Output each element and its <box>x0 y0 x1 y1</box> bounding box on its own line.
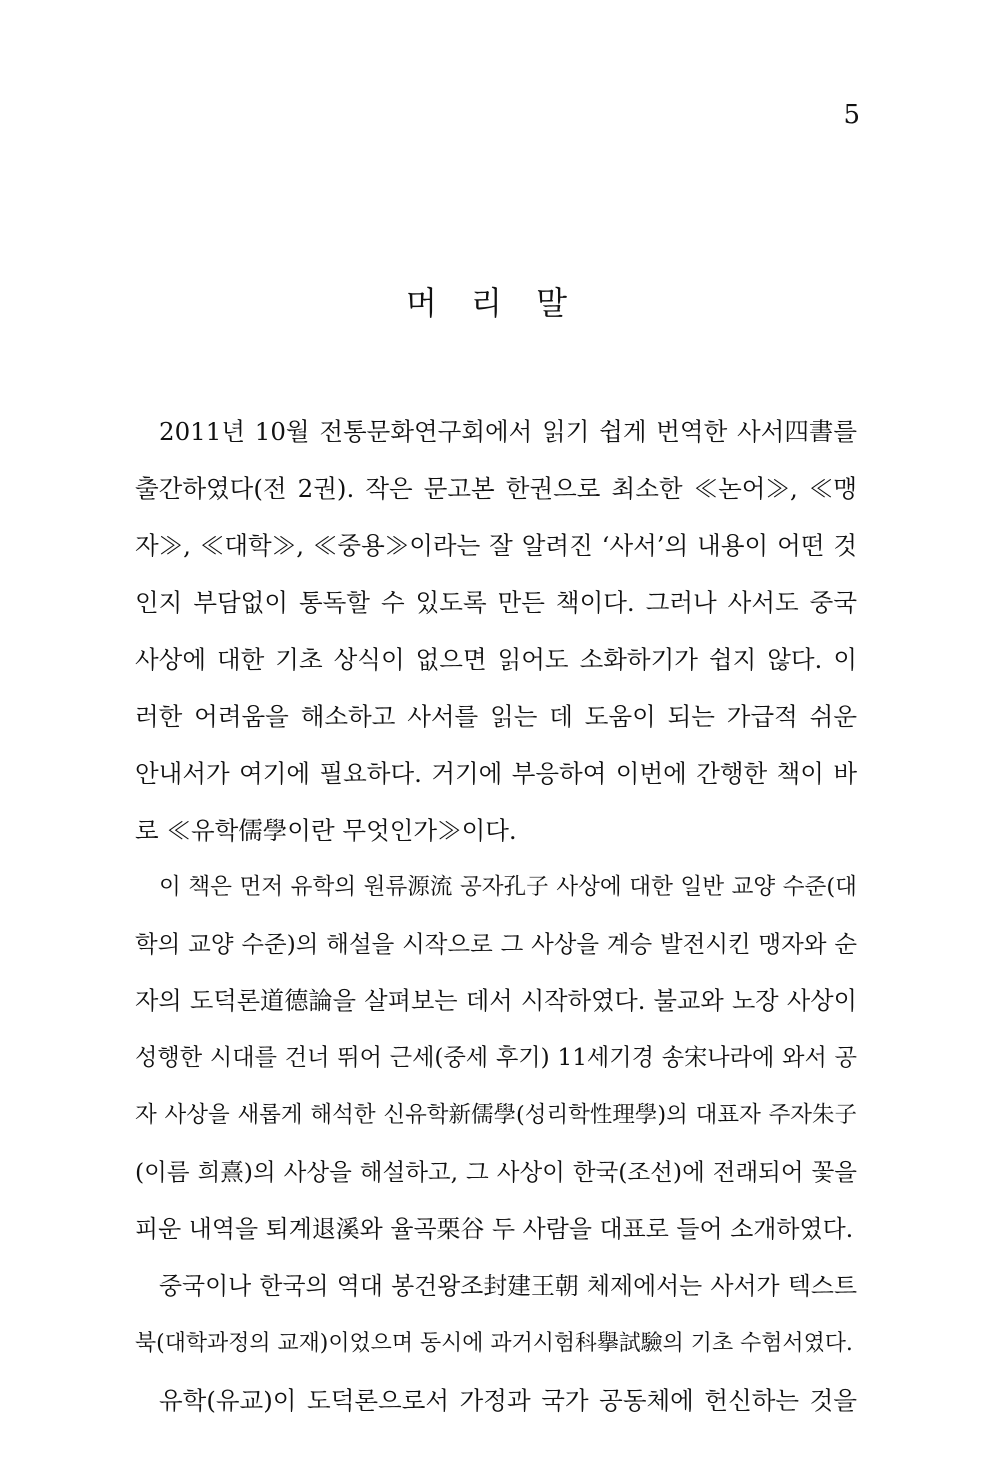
text-line <box>135 859 857 916</box>
line-text: 로 ≪유학儒學이란 무엇인가≫이다. <box>135 816 517 845</box>
text-line <box>135 916 857 973</box>
page-number: 5 <box>843 100 860 130</box>
text-line <box>135 802 857 859</box>
text-line <box>135 574 857 631</box>
line-text: 인지 부담없이 통독할 수 있도록 만든 책이다. 그러나 사서도 중국 <box>135 588 857 617</box>
line-text: 피운 내역을 퇴계退溪와 율곡栗谷 두 사람을 대표로 들어 소개하였다. <box>135 1215 854 1243</box>
text-line <box>135 517 857 574</box>
line-text: 러한 어려움을 해소하고 사서를 읽는 데 도움이 되는 가급적 쉬운 <box>135 702 857 731</box>
text-line <box>135 745 857 802</box>
text-line <box>135 460 857 517</box>
line-text: 이 책은 먼저 유학의 원류源流 공자孔子 사상에 대한 일반 교양 수준(대 <box>159 874 857 900</box>
text-line <box>135 1201 857 1258</box>
text-line <box>135 1030 857 1087</box>
line-text: 자 사상을 새롭게 해석한 신유학新儒學(성리학性理學)의 대표자 주자朱子 <box>135 1102 857 1128</box>
text-line <box>135 973 857 1030</box>
text-line <box>135 1087 857 1144</box>
page-title: 머 리 말 <box>405 284 580 322</box>
line-text: 북(대학과정의 교재)이었으며 동시에 과거시험科擧試驗의 기초 수험서였다. <box>135 1331 853 1356</box>
line-text: 유학(유교)이 도덕론으로서 가정과 국가 공동체에 헌신하는 것을 <box>159 1386 857 1415</box>
line-text: 사상에 대한 기초 상식이 없으면 읽어도 소화하기가 쉽지 않다. 이 <box>135 645 857 674</box>
text-line <box>135 1315 857 1372</box>
line-text: 자≫, ≪대학≫, ≪중용≫이라는 잘 알려진 ‘사서’의 내용이 어떤 것 <box>135 531 857 560</box>
body-text <box>135 403 857 1429</box>
text-line <box>135 403 857 460</box>
text-line <box>135 1372 857 1429</box>
text-line <box>135 688 857 745</box>
text-line <box>135 631 857 688</box>
line-text: 자의 도덕론道德論을 살펴보는 데서 시작하였다. 불교와 노장 사상이 <box>135 987 857 1015</box>
line-text: 안내서가 여기에 필요하다. 거기에 부응하여 이번에 간행한 책이 바 <box>135 759 857 788</box>
text-line <box>135 1258 857 1315</box>
line-text: (이름 희熹)의 사상을 해설하고, 그 사상이 한국(조선)에 전래되어 꽃을 <box>135 1158 857 1186</box>
line-text: 중국이나 한국의 역대 봉건왕조封建王朝 체제에서는 사서가 텍스트 <box>159 1272 857 1300</box>
line-text: 학의 교양 수준)의 해설을 시작으로 그 사상을 계승 발전시킨 맹자와 순 <box>135 930 857 958</box>
line-text: 출간하였다(전 2권). 작은 문고본 한권으로 최소한 ≪논어≫, ≪맹 <box>135 474 857 503</box>
line-text: 성행한 시대를 건너 뛰어 근세(중세 후기) 11세기경 송宋나라에 와서 공 <box>135 1045 857 1071</box>
text-line <box>135 1144 857 1201</box>
line-text: 2011년 10월 전통문화연구회에서 읽기 쉽게 번역한 사서四書를 <box>159 417 857 446</box>
